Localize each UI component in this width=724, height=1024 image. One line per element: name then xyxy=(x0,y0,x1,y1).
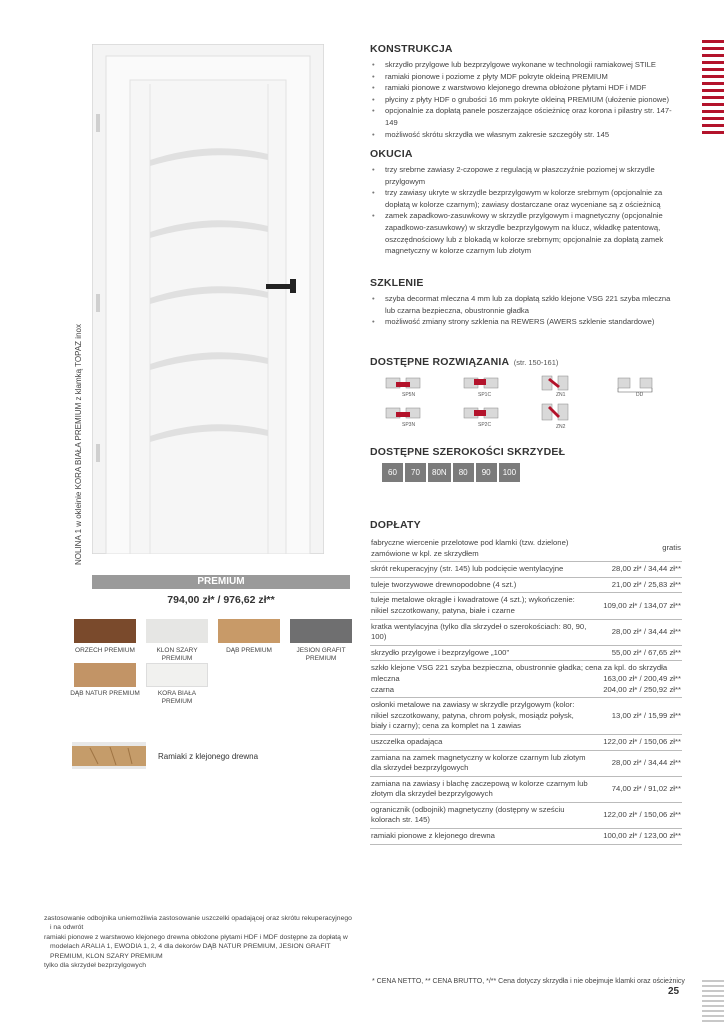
table-row xyxy=(370,645,682,661)
list-item: • zamek zapadkowo-zasuwkowy w skrzydle przylgowym i magnetyczny (opcjonalnie zapadkowo-zasuwkowy) w skrzydle bezprzylgowym na klucz, wkładkę patentową, oszczędnościowy lub z blokadą w kolorze srebrnym; opcjonalnie za dopłatą zamek magnetyczny w kolorze czarnym lub złotym xyxy=(370,210,682,256)
swatch-dab-natur xyxy=(74,663,136,687)
premium-bar: PREMIUM xyxy=(92,575,350,589)
sub-price: 163,00 zł* / 200,49 zł** xyxy=(603,673,681,683)
table-row xyxy=(370,734,682,750)
konstrukcja-title: KONSTRUKCJA xyxy=(370,43,453,55)
table-row xyxy=(370,562,682,578)
row-desc: tuleje metalowe okrągłe i kwadratowe (4 szt.); wykończenie: nikiel szczotkowany, patyna, białe i czarne xyxy=(370,593,590,619)
row-desc: zamiana na zawiasy i blachę zaczepową w kolorze czarnym lub złotym dla skrzydeł bezprzylgowych xyxy=(370,776,590,802)
sub-label: mleczna xyxy=(371,673,400,683)
swatch-label: DĄB PREMIUM xyxy=(226,647,272,654)
footnote-3: tylko dla skrzydeł bezprzylgowych xyxy=(44,962,146,970)
rozwiazania-pages: (str. 150-161) xyxy=(513,358,559,367)
page-number: 25 xyxy=(668,986,680,997)
solution-label: DD xyxy=(636,392,644,398)
table-row xyxy=(370,750,682,776)
table-row xyxy=(370,698,682,735)
sub-label: czarna xyxy=(371,684,395,694)
door-illustration xyxy=(92,44,324,554)
swatch-label: KLON SZARY PREMIUM xyxy=(156,647,198,662)
row-desc: szkło klejone VSG 221 szyba bezpieczna, obustronnie gładka; cena za kpl. do skrzydła xyxy=(371,663,668,673)
list-item: • opcjonalnie za dopłatą panele poszerzające ościeżnicę oraz korona i pilastry str. 147-149 xyxy=(370,105,682,128)
table-row xyxy=(370,619,682,645)
list-item: • ramiaki pionowe i poziome z płyty MDF pokryte okleiną PREMIUM xyxy=(370,71,682,83)
table-row xyxy=(370,802,682,828)
doplaty-heading xyxy=(370,519,682,531)
row-price: 109,00 zł* / 134,07 zł** xyxy=(590,593,682,619)
row-desc: osłonki metalowe na zawiasy w skrzydle przylgowym (kolor: nikiel szczotkowany, patyna, chrom połysk, mosiądz połysk, biały i czarny); cena za komplet na 1 zawias xyxy=(370,698,590,735)
list-item: • szyba decormat mleczna 4 mm lub za dopłatą szkło klejone VSG 221 szyba mleczna lub czarna bezpieczna, obustronnie gładka xyxy=(370,293,682,316)
okucia-title: OKUCIA xyxy=(370,148,413,160)
konstrukcja-section xyxy=(370,43,682,140)
sub-price: 204,00 zł* / 250,92 zł** xyxy=(603,684,681,694)
table-row xyxy=(370,776,682,802)
footnotes xyxy=(44,914,354,970)
list-item: • trzy srebrne zawiasy 2-czopowe z regulacją w płaszczyźnie poziomej w skrzydle przylgowym xyxy=(370,164,682,187)
row-desc: skrót rekuperacyjny (str. 145) lub podcięcie wentylacyjne xyxy=(370,562,590,578)
solution-label: ZN1 xyxy=(556,392,566,398)
solutions-diagrams xyxy=(384,372,684,432)
surcharges-table xyxy=(370,536,682,845)
row-price: 74,00 zł* / 91,02 zł** xyxy=(590,776,682,802)
footer-stripes xyxy=(702,980,724,1024)
width-options xyxy=(382,463,520,482)
width-option: 100 xyxy=(499,463,520,482)
door-caption: NOLINA 1 w okleinie KORA BIAŁA PREMIUM z klamką TOPAZ inox xyxy=(74,324,83,565)
row-price: 28,00 zł* / 34,44 zł** xyxy=(590,750,682,776)
row-desc: skrzydło przylgowe i bezprzylgowe „100” xyxy=(370,645,590,661)
footnote-1: zastosowanie odbojnika uniemożliwia zastosowanie uszczelki opadającej oraz skrótu rekuperacyjnego i na odwrót xyxy=(44,915,352,932)
row-desc: fabryczne wiercenie przelotowe pod klamki (tzw. dzielone) zamówione w kpl. ze skrzydłem xyxy=(370,536,590,562)
table-row xyxy=(370,829,682,845)
okucia-section xyxy=(370,148,682,257)
solution-label: ZN2 xyxy=(556,424,566,430)
swatch-dab xyxy=(218,619,280,643)
row-desc: zamiana na zamek magnetyczny w kolorze czarnym lub złotym dla skrzydeł bezprzylgowych xyxy=(370,750,590,776)
table-row xyxy=(370,577,682,593)
solution-label: SP5N xyxy=(402,392,416,398)
szerokosci-heading xyxy=(370,446,682,458)
list-item: • ramiaki pionowe z warstwowo klejonego drewna obłożone płytami HDF i MDF xyxy=(370,82,682,94)
szklenie-title: SZKLENIE xyxy=(370,277,424,289)
row-price: 28,00 zł* / 34,44 zł** xyxy=(590,562,682,578)
swatch-label: KORA BIAŁA PREMIUM xyxy=(157,690,197,705)
row-desc: ramiaki pionowe z klejonego drewna xyxy=(370,829,590,845)
doplaty-title: DOPŁATY xyxy=(370,519,421,531)
row-price: 122,00 zł* / 150,06 zł** xyxy=(590,802,682,828)
solution-label: SP3N xyxy=(402,422,416,428)
szerokosci-title: DOSTĘPNE SZEROKOŚCI SKRZYDEŁ xyxy=(370,446,566,458)
width-option: 80N xyxy=(428,463,451,482)
swatch-jesion-grafit xyxy=(290,619,352,643)
table-row xyxy=(370,536,682,562)
row-price: 21,00 zł* / 25,83 zł** xyxy=(590,577,682,593)
table-row xyxy=(370,661,682,698)
row-desc: tuleje tworzywowe drewnopodobne (4 szt.) xyxy=(370,577,590,593)
width-option: 90 xyxy=(476,463,497,482)
table-row xyxy=(370,593,682,619)
price-note: * CENA NETTO, ** CENA BRUTTO, */** Cena dotyczy skrzydła i nie obejmuje klamki oraz ościeżnicy xyxy=(372,978,685,985)
row-desc: uszczelka opadająca xyxy=(370,734,590,750)
row-price: 28,00 zł* / 34,44 zł** xyxy=(590,619,682,645)
list-item: • trzy zawiasy ukryte w skrzydle bezprzylgowym w kolorze srebrnym (opcjonalnie za dopłatą w kolorze czarnym); zawiasy dostarczane oraz wyceniane są z ościeżnicą xyxy=(370,187,682,210)
frame-label: Ramiaki z klejonego drewna xyxy=(158,752,259,761)
row-price: 122,00 zł* / 150,06 zł** xyxy=(590,734,682,750)
width-option: 60 xyxy=(382,463,403,482)
list-item: • płyciny z płyty HDF o grubości 16 mm pokryte okleiną PREMIUM (ułożenie pionowe) xyxy=(370,94,682,106)
row-price: 100,00 zł* / 123,00 zł** xyxy=(590,829,682,845)
swatch-kora-biala xyxy=(146,663,208,687)
footnote-2: ramiaki pionowe z warstwowo klejonego drewna obłożone płytami HDF i MDF dostępne za dopłatą w modelach ARALIA 1, EWODIA 1, 2, 4 dla dekorów DĄB NATUR PREMIUM, JESION GRAFIT PREMIUM, KLON SZARY PREMIUM xyxy=(44,933,348,960)
solution-label: SP1C xyxy=(478,392,492,398)
swatch-label: ORZECH PREMIUM xyxy=(75,647,135,654)
row-desc: kratka wentylacyjna (tylko dla skrzydeł o szerokościach: 80, 90, 100) xyxy=(370,619,590,645)
swatch-orzech xyxy=(74,619,136,643)
rozwiazania-heading xyxy=(370,352,682,370)
swatch-klon-szary xyxy=(146,619,208,643)
width-option: 70 xyxy=(405,463,426,482)
list-item: • skrzydło przylgowe lub bezprzylgowe wykonane w technologii ramiakowej STILE xyxy=(370,59,682,71)
szklenie-section xyxy=(370,277,682,328)
list-item: • możliwość skrótu skrzydła we własnym zakresie szczegóły str. 145 xyxy=(370,129,682,141)
width-option: 80 xyxy=(453,463,474,482)
frame-cross-section xyxy=(70,738,150,772)
rozwiazania-title: DOSTĘPNE ROZWIĄZANIA xyxy=(370,356,510,368)
row-glass xyxy=(370,661,682,698)
row-price: 55,00 zł* / 67,65 zł** xyxy=(590,645,682,661)
premium-price: 794,00 zł* / 976,62 zł** xyxy=(167,594,275,606)
brand-stripes-logo xyxy=(702,40,724,138)
list-item: • możliwość zmiany strony szklenia na REWERS (AWERS szklenie standardowe) xyxy=(370,316,682,328)
swatch-label: DĄB NATUR PREMIUM xyxy=(70,690,140,697)
row-desc: ogranicznik (odbojnik) magnetyczny (dostępny w sześciu kolorach str. 145) xyxy=(370,802,590,828)
solution-label: SP2C xyxy=(478,422,492,428)
swatch-label: JESION GRAFIT PREMIUM xyxy=(296,647,346,662)
row-price: gratis xyxy=(590,536,682,562)
row-price: 13,00 zł* / 15,99 zł** xyxy=(590,698,682,735)
